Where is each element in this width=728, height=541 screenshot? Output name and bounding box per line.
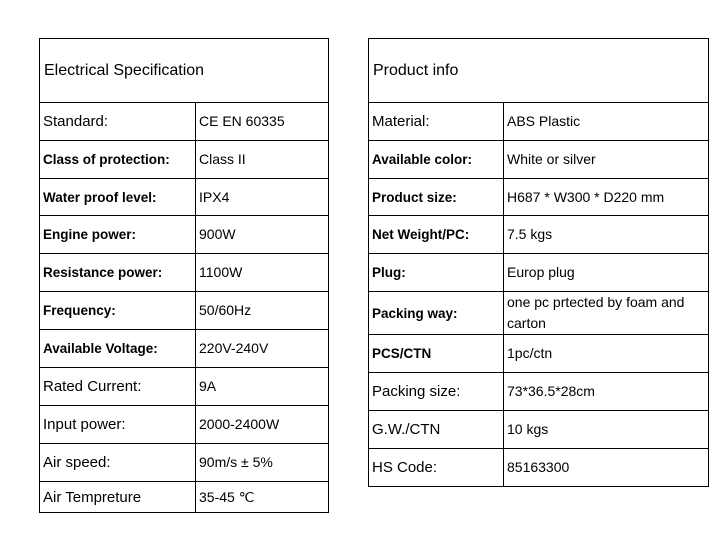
row-key: G.W./CTN [369, 411, 504, 449]
row-key: Air speed: [40, 444, 196, 482]
row-key: HS Code: [369, 449, 504, 487]
table-row [369, 335, 709, 373]
row-value: 1100W [196, 254, 329, 292]
row-key: Resistance power: [40, 254, 196, 292]
row-key: Air Tempreture [40, 482, 196, 513]
table-row [369, 103, 709, 141]
row-value: Europ plug [504, 254, 709, 292]
row-value: 7.5 kgs [504, 216, 709, 254]
row-key: Frequency: [40, 292, 196, 330]
table-row [40, 103, 329, 141]
row-value: 10 kgs [504, 411, 709, 449]
row-key: Engine power: [40, 216, 196, 254]
row-value: H687 * W300 * D220 mm [504, 179, 709, 216]
table-row [369, 216, 709, 254]
table-row [369, 449, 709, 487]
table-row [369, 179, 709, 216]
table-row [369, 373, 709, 411]
row-key: Available Voltage: [40, 330, 196, 368]
table-row [40, 444, 329, 482]
row-key: Packing way: [369, 292, 504, 335]
row-value: 2000-2400W [196, 406, 329, 444]
electrical-spec-table [39, 38, 329, 513]
product-info-title: Product info [369, 39, 709, 103]
table-row [40, 179, 329, 216]
row-value: IPX4 [196, 179, 329, 216]
row-value: CE EN 60335 [196, 103, 329, 141]
row-value: 900W [196, 216, 329, 254]
row-key: Packing size: [369, 373, 504, 411]
row-key: Available color: [369, 141, 504, 179]
product-info-table [368, 38, 709, 487]
row-key: Standard: [40, 103, 196, 141]
row-value: ABS Plastic [504, 103, 709, 141]
row-key: Class of protection: [40, 141, 196, 179]
row-key: Rated Current: [40, 368, 196, 406]
row-key: Plug: [369, 254, 504, 292]
table-row [369, 141, 709, 179]
table-row [40, 406, 329, 444]
row-value: 220V-240V [196, 330, 329, 368]
table-row [40, 292, 329, 330]
row-key: Input power: [40, 406, 196, 444]
table-row [369, 292, 709, 335]
row-value: 1pc/ctn [504, 335, 709, 373]
table-row [369, 254, 709, 292]
row-key: Material: [369, 103, 504, 141]
row-key: Net Weight/PC: [369, 216, 504, 254]
row-value: Class II [196, 141, 329, 179]
row-value: 73*36.5*28cm [504, 373, 709, 411]
table-row [40, 482, 329, 513]
table-row [40, 216, 329, 254]
row-value: 50/60Hz [196, 292, 329, 330]
row-value: 90m/s ± 5% [196, 444, 329, 482]
row-value: 85163300 [504, 449, 709, 487]
row-key: Product size: [369, 179, 504, 216]
row-value: White or silver [504, 141, 709, 179]
table-row [40, 254, 329, 292]
row-value: 35-45 ℃ [196, 482, 329, 513]
table-row [40, 141, 329, 179]
electrical-spec-title: Electrical Specification [40, 39, 329, 103]
row-value: 9A [196, 368, 329, 406]
row-value: one pc prtected by foam and carton [504, 292, 709, 335]
table-row [40, 368, 329, 406]
table-row [369, 411, 709, 449]
table-row [40, 330, 329, 368]
row-key: PCS/CTN [369, 335, 504, 373]
row-key: Water proof level: [40, 179, 196, 216]
